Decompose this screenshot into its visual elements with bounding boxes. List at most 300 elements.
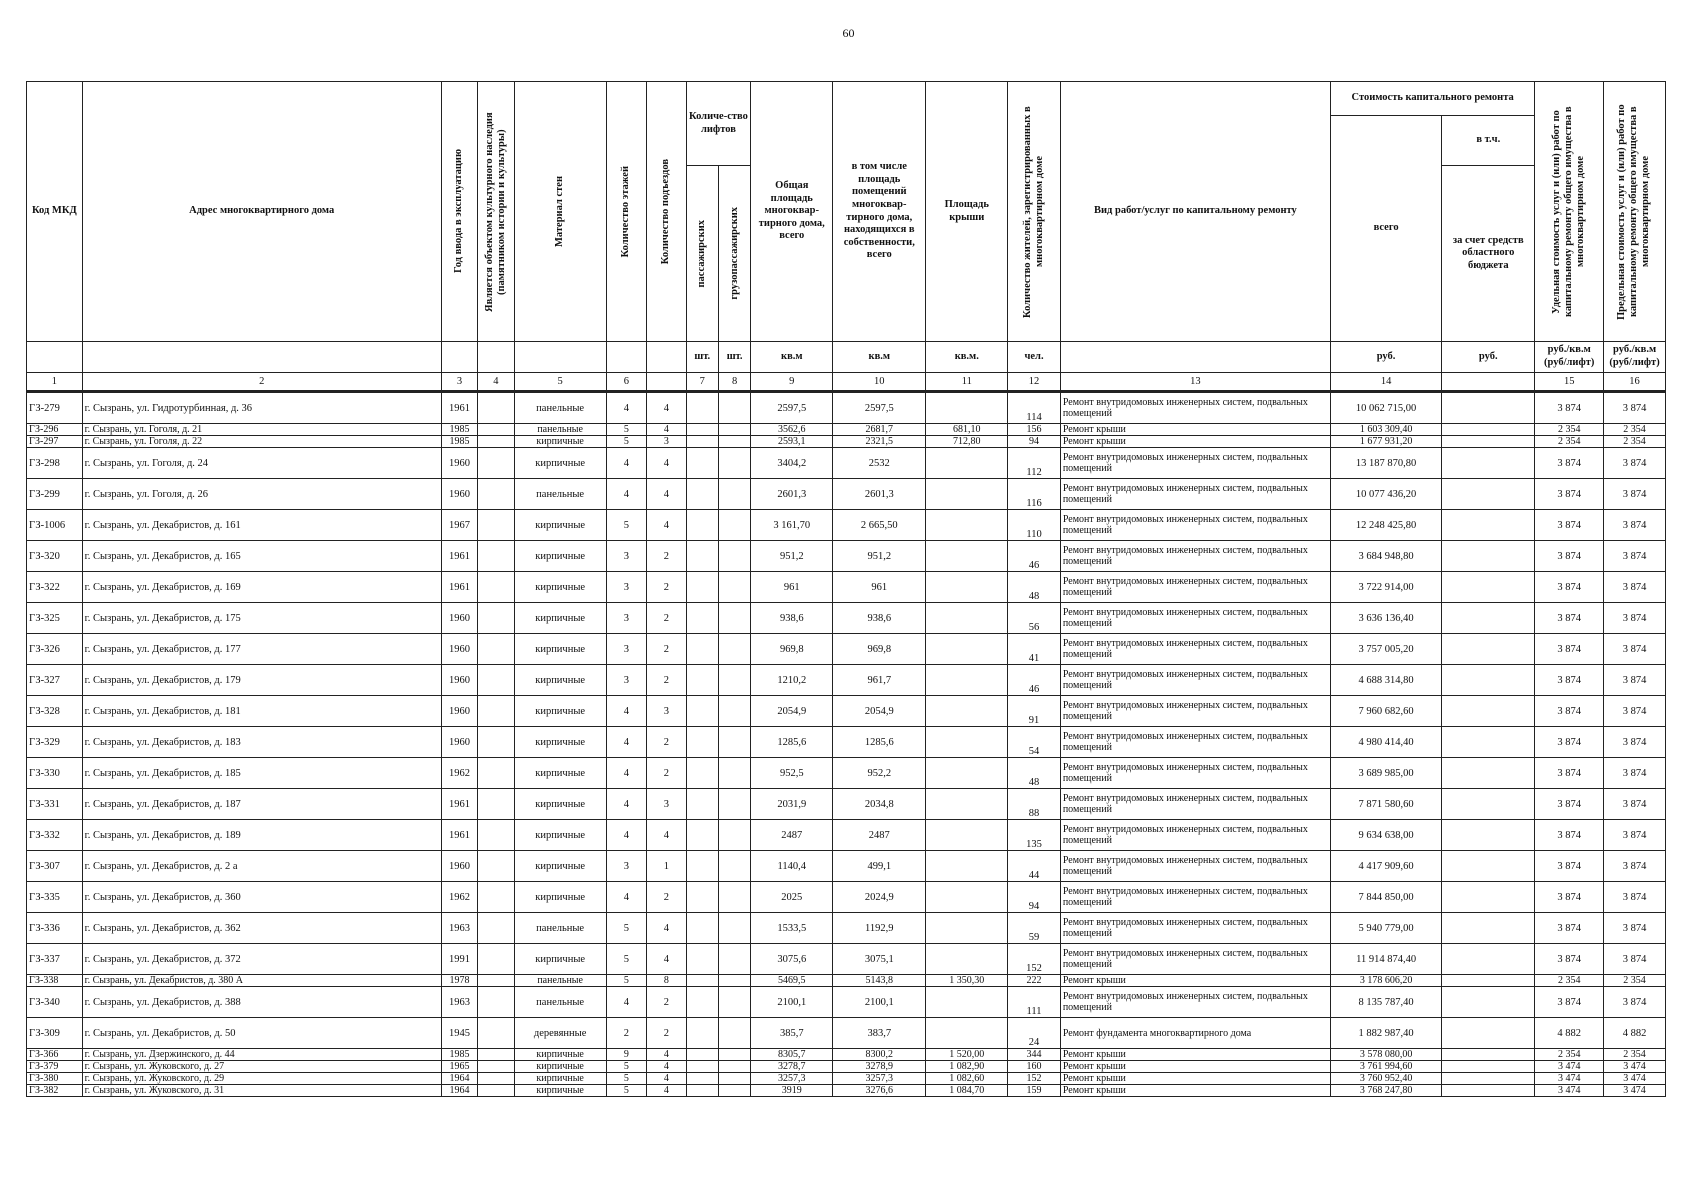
cell-limit-cost: 3 874 — [1604, 665, 1666, 696]
cell-unit-cost: 3 874 — [1535, 665, 1604, 696]
cell-residents: 24 — [1008, 1018, 1061, 1049]
cell-entrances: 4 — [647, 479, 686, 510]
cell-year: 1960 — [441, 665, 477, 696]
cell-cost-total: 3 689 985,00 — [1330, 758, 1441, 789]
cell-year: 1960 — [441, 448, 477, 479]
cell-passenger-lifts — [686, 510, 718, 541]
cell-work-type: Ремонт крыши — [1060, 1085, 1330, 1097]
cell-residents: 56 — [1008, 603, 1061, 634]
cell-entrances: 2 — [647, 603, 686, 634]
cell-total-area: 3257,3 — [751, 1073, 833, 1085]
cell-limit-cost: 3 874 — [1604, 510, 1666, 541]
table-row — [27, 479, 1666, 510]
cell-limit-cost: 3 874 — [1604, 789, 1666, 820]
cell-passenger-lifts — [686, 392, 718, 424]
cell-floors: 4 — [606, 789, 646, 820]
cell-floors: 3 — [606, 541, 646, 572]
cell-owned-area: 2601,3 — [833, 479, 926, 510]
cell-roof-area — [926, 987, 1008, 1018]
cell-heritage — [478, 696, 514, 727]
table-body — [27, 373, 1666, 1097]
cell-unit-cost: 3 874 — [1535, 758, 1604, 789]
cell-cargo-lifts — [718, 1085, 750, 1097]
cell-regional-budget — [1442, 1085, 1535, 1097]
cell-owned-area: 2054,9 — [833, 696, 926, 727]
cell-entrances: 4 — [647, 424, 686, 436]
cell-total-area: 2597,5 — [751, 392, 833, 424]
cell-address: г. Сызрань, ул. Декабристов, д. 165 — [82, 541, 441, 572]
cell-unit-cost: 3 874 — [1535, 392, 1604, 424]
header-limit-cost: Предельная стоимость услуг и (или) работ по капитальному ремонту общего имущества в многоквартирном доме — [1616, 103, 1652, 320]
cell-unit-cost: 3 874 — [1535, 479, 1604, 510]
cell-total-area: 1210,2 — [751, 665, 833, 696]
cell-cost-total: 3 578 080,00 — [1330, 1049, 1441, 1061]
cell-passenger-lifts — [686, 603, 718, 634]
header-work-type: Вид работ/услуг по капитальному ремонту — [1060, 82, 1330, 342]
cell-total-area: 2601,3 — [751, 479, 833, 510]
cell-wall-material: кирпичные — [514, 436, 606, 448]
cell-passenger-lifts — [686, 975, 718, 987]
table-row — [27, 944, 1666, 975]
cell-floors: 5 — [606, 1085, 646, 1097]
cell-work-type: Ремонт внутридомовых инженерных систем, подвальных помещений — [1060, 944, 1330, 975]
cell-address: г. Сызрань, ул. Гидротурбинная, д. 36 — [82, 392, 441, 424]
cell-floors: 3 — [606, 572, 646, 603]
cell-address: г. Сызрань, ул. Декабристов, д. 181 — [82, 696, 441, 727]
cell-regional-budget — [1442, 987, 1535, 1018]
cell-total-area: 961 — [751, 572, 833, 603]
cell-owned-area: 2487 — [833, 820, 926, 851]
cell-cargo-lifts — [718, 1061, 750, 1073]
cell-work-type: Ремонт фундамента многоквартирного дома — [1060, 1018, 1330, 1049]
column-number: 12 — [1008, 373, 1061, 392]
cell-work-type: Ремонт крыши — [1060, 424, 1330, 436]
cell-passenger-lifts — [686, 436, 718, 448]
cell-cargo-lifts — [718, 789, 750, 820]
column-number: 16 — [1604, 373, 1666, 392]
cell-unit-cost: 3 874 — [1535, 541, 1604, 572]
cell-floors: 4 — [606, 727, 646, 758]
cell-floors: 4 — [606, 479, 646, 510]
cell-address: г. Сызрань, ул. Декабристов, д. 185 — [82, 758, 441, 789]
cell-code: ГЗ-322 — [27, 572, 83, 603]
cell-total-area: 2025 — [751, 882, 833, 913]
cell-year: 1964 — [441, 1085, 477, 1097]
cell-limit-cost: 2 354 — [1604, 424, 1666, 436]
cell-entrances: 4 — [647, 1073, 686, 1085]
cell-limit-cost: 3 474 — [1604, 1073, 1666, 1085]
cell-roof-area — [926, 572, 1008, 603]
cell-total-area: 3404,2 — [751, 448, 833, 479]
cell-unit-cost: 2 354 — [1535, 975, 1604, 987]
cell-total-area: 3919 — [751, 1085, 833, 1097]
cell-address: г. Сызрань, ул. Декабристов, д. 175 — [82, 603, 441, 634]
cell-roof-area: 1 084,70 — [926, 1085, 1008, 1097]
cell-wall-material: кирпичные — [514, 665, 606, 696]
cell-owned-area: 2034,8 — [833, 789, 926, 820]
cell-residents: 54 — [1008, 727, 1061, 758]
cell-address: г. Сызрань, ул. Декабристов, д. 161 — [82, 510, 441, 541]
cell-passenger-lifts — [686, 1049, 718, 1061]
cell-heritage — [478, 913, 514, 944]
cell-regional-budget — [1442, 665, 1535, 696]
cell-limit-cost: 3 874 — [1604, 479, 1666, 510]
header-cargo-lifts: грузопассажирских — [728, 207, 740, 300]
cell-cost-total: 7 960 682,60 — [1330, 696, 1441, 727]
cell-heritage — [478, 851, 514, 882]
cell-address: г. Сызрань, ул. Декабристов, д. 183 — [82, 727, 441, 758]
table-row — [27, 603, 1666, 634]
cell-heritage — [478, 424, 514, 436]
header-wall-material: Материал стен — [554, 176, 566, 247]
cell-passenger-lifts — [686, 882, 718, 913]
cell-unit-cost: 3 874 — [1535, 510, 1604, 541]
cell-address: г. Сызрань, ул. Гоголя, д. 22 — [82, 436, 441, 448]
cell-entrances: 4 — [647, 913, 686, 944]
cell-heritage — [478, 479, 514, 510]
cell-total-area: 952,5 — [751, 758, 833, 789]
table-row — [27, 975, 1666, 987]
table-row — [27, 913, 1666, 944]
cell-cargo-lifts — [718, 913, 750, 944]
cell-owned-area: 8300,2 — [833, 1049, 926, 1061]
header-regional-budget: за счет средств областного бюджета — [1442, 166, 1535, 342]
cell-cargo-lifts — [718, 572, 750, 603]
cell-heritage — [478, 727, 514, 758]
cell-code: ГЗ-340 — [27, 987, 83, 1018]
cell-unit-cost: 3 874 — [1535, 944, 1604, 975]
cell-wall-material: кирпичные — [514, 634, 606, 665]
cell-regional-budget — [1442, 392, 1535, 424]
cell-unit-cost: 3 874 — [1535, 696, 1604, 727]
cell-regional-budget — [1442, 696, 1535, 727]
cell-cargo-lifts — [718, 882, 750, 913]
cell-regional-budget — [1442, 424, 1535, 436]
cell-cost-total: 8 135 787,40 — [1330, 987, 1441, 1018]
cell-entrances: 4 — [647, 820, 686, 851]
cell-address: г. Сызрань, ул. Гоголя, д. 24 — [82, 448, 441, 479]
cell-regional-budget — [1442, 913, 1535, 944]
cell-roof-area: 1 520,00 — [926, 1049, 1008, 1061]
header-year: Год ввода в эксплуатацию — [453, 149, 465, 274]
cell-owned-area: 2100,1 — [833, 987, 926, 1018]
cell-total-area: 2487 — [751, 820, 833, 851]
cell-roof-area — [926, 448, 1008, 479]
cell-passenger-lifts — [686, 758, 718, 789]
cell-passenger-lifts — [686, 665, 718, 696]
cell-cargo-lifts — [718, 510, 750, 541]
cell-roof-area — [926, 851, 1008, 882]
cell-residents: 59 — [1008, 913, 1061, 944]
cell-residents: 152 — [1008, 944, 1061, 975]
cell-heritage — [478, 634, 514, 665]
cell-code: ГЗ-320 — [27, 541, 83, 572]
table-row — [27, 392, 1666, 424]
cell-work-type: Ремонт внутридомовых инженерных систем, подвальных помещений — [1060, 665, 1330, 696]
cell-floors: 5 — [606, 1061, 646, 1073]
table-row — [27, 987, 1666, 1018]
cell-owned-area: 2 665,50 — [833, 510, 926, 541]
cell-residents: 160 — [1008, 1061, 1061, 1073]
cell-entrances: 2 — [647, 634, 686, 665]
cell-entrances: 3 — [647, 436, 686, 448]
cell-floors: 5 — [606, 424, 646, 436]
cell-roof-area: 712,80 — [926, 436, 1008, 448]
cell-floors: 5 — [606, 1073, 646, 1085]
cell-heritage — [478, 572, 514, 603]
cell-owned-area: 2597,5 — [833, 392, 926, 424]
cell-work-type: Ремонт внутридомовых инженерных систем, подвальных помещений — [1060, 851, 1330, 882]
cell-wall-material: кирпичные — [514, 1073, 606, 1085]
cell-cost-total: 4 688 314,80 — [1330, 665, 1441, 696]
cell-limit-cost: 2 354 — [1604, 436, 1666, 448]
cell-unit-cost: 3 874 — [1535, 634, 1604, 665]
cell-wall-material: кирпичные — [514, 789, 606, 820]
cell-heritage — [478, 944, 514, 975]
cell-roof-area — [926, 510, 1008, 541]
unit-sqm: кв.м. — [926, 342, 1008, 373]
cell-code: ГЗ-307 — [27, 851, 83, 882]
cell-wall-material: кирпичные — [514, 944, 606, 975]
cell-cost-total: 7 844 850,00 — [1330, 882, 1441, 913]
cell-cargo-lifts — [718, 727, 750, 758]
header-cost-total: всего — [1330, 116, 1441, 342]
cell-residents: 159 — [1008, 1085, 1061, 1097]
cell-total-area: 969,8 — [751, 634, 833, 665]
cell-roof-area — [926, 727, 1008, 758]
cell-cargo-lifts — [718, 424, 750, 436]
cell-year: 1960 — [441, 479, 477, 510]
cell-regional-budget — [1442, 1061, 1535, 1073]
cell-passenger-lifts — [686, 913, 718, 944]
cell-entrances: 3 — [647, 696, 686, 727]
cell-regional-budget — [1442, 1018, 1535, 1049]
cell-owned-area: 5143,8 — [833, 975, 926, 987]
cell-code: ГЗ-328 — [27, 696, 83, 727]
cell-unit-cost: 3 874 — [1535, 987, 1604, 1018]
column-number — [1442, 373, 1535, 392]
cell-entrances: 4 — [647, 448, 686, 479]
cell-cost-total: 3 760 952,40 — [1330, 1073, 1441, 1085]
cell-floors: 5 — [606, 913, 646, 944]
cell-address: г. Сызрань, ул. Декабристов, д. 177 — [82, 634, 441, 665]
cell-limit-cost: 3 874 — [1604, 448, 1666, 479]
column-number — [647, 373, 686, 392]
cell-address: г. Сызрань, ул. Декабристов, д. 187 — [82, 789, 441, 820]
cell-entrances: 3 — [647, 789, 686, 820]
cell-heritage — [478, 975, 514, 987]
cell-code: ГЗ-336 — [27, 913, 83, 944]
cell-total-area: 3 161,70 — [751, 510, 833, 541]
cell-unit-cost: 3 874 — [1535, 448, 1604, 479]
cell-wall-material: панельные — [514, 987, 606, 1018]
cell-passenger-lifts — [686, 1085, 718, 1097]
cell-roof-area — [926, 944, 1008, 975]
cell-unit-cost: 4 882 — [1535, 1018, 1604, 1049]
cell-wall-material: кирпичные — [514, 1049, 606, 1061]
table-row — [27, 1061, 1666, 1073]
cell-residents: 48 — [1008, 758, 1061, 789]
cell-total-area: 3278,7 — [751, 1061, 833, 1073]
cell-work-type: Ремонт внутридомовых инженерных систем, подвальных помещений — [1060, 820, 1330, 851]
column-number: 3 — [441, 373, 477, 392]
header-residents: Количество жителей, зарегистрированных в многоквартирном доме — [1021, 105, 1046, 318]
cell-regional-budget — [1442, 572, 1535, 603]
table-row — [27, 436, 1666, 448]
cell-regional-budget — [1442, 479, 1535, 510]
cell-cost-total: 13 187 870,80 — [1330, 448, 1441, 479]
cell-residents: 111 — [1008, 987, 1061, 1018]
cell-year: 1961 — [441, 541, 477, 572]
cell-code: ГЗ-1006 — [27, 510, 83, 541]
cell-limit-cost: 3 874 — [1604, 696, 1666, 727]
cell-code: ГЗ-309 — [27, 1018, 83, 1049]
cell-passenger-lifts — [686, 541, 718, 572]
cell-code: ГЗ-327 — [27, 665, 83, 696]
cell-owned-area: 1192,9 — [833, 913, 926, 944]
cell-wall-material: кирпичные — [514, 448, 606, 479]
cell-passenger-lifts — [686, 1061, 718, 1073]
cell-roof-area: 681,10 — [926, 424, 1008, 436]
cell-total-area: 2031,9 — [751, 789, 833, 820]
cell-work-type: Ремонт внутридомовых инженерных систем, подвальных помещений — [1060, 696, 1330, 727]
cell-work-type: Ремонт внутридомовых инженерных систем, подвальных помещений — [1060, 882, 1330, 913]
cell-limit-cost: 3 874 — [1604, 541, 1666, 572]
unit-rub: руб. — [1330, 342, 1441, 373]
cell-cost-total: 10 077 436,20 — [1330, 479, 1441, 510]
cell-unit-cost: 3 874 — [1535, 727, 1604, 758]
table-row — [27, 789, 1666, 820]
cell-address: г. Сызрань, ул. Декабристов, д. 372 — [82, 944, 441, 975]
cell-code: ГЗ-325 — [27, 603, 83, 634]
cell-code: ГЗ-379 — [27, 1061, 83, 1073]
cell-passenger-lifts — [686, 424, 718, 436]
cell-unit-cost: 2 354 — [1535, 424, 1604, 436]
cell-year: 1960 — [441, 603, 477, 634]
cell-heritage — [478, 820, 514, 851]
cell-heritage — [478, 1049, 514, 1061]
cell-residents: 94 — [1008, 882, 1061, 913]
cell-unit-cost: 3 874 — [1535, 820, 1604, 851]
cell-cost-total: 4 417 909,60 — [1330, 851, 1441, 882]
cell-floors: 3 — [606, 665, 646, 696]
cell-entrances: 4 — [647, 944, 686, 975]
cell-cost-total: 3 636 136,40 — [1330, 603, 1441, 634]
cell-owned-area: 3276,6 — [833, 1085, 926, 1097]
cell-address: г. Сызрань, ул. Декабристов, д. 2 а — [82, 851, 441, 882]
cell-entrances: 4 — [647, 1049, 686, 1061]
cell-code: ГЗ-382 — [27, 1085, 83, 1097]
cell-owned-area: 2321,5 — [833, 436, 926, 448]
unit-sqm: кв.м — [833, 342, 926, 373]
cell-roof-area — [926, 541, 1008, 572]
cell-owned-area: 2532 — [833, 448, 926, 479]
cell-work-type: Ремонт внутридомовых инженерных систем, подвальных помещений — [1060, 510, 1330, 541]
cell-work-type: Ремонт внутридомовых инженерных систем, подвальных помещений — [1060, 789, 1330, 820]
cell-total-area: 5469,5 — [751, 975, 833, 987]
header-code: Код МКД — [27, 82, 83, 342]
cell-total-area: 1533,5 — [751, 913, 833, 944]
cell-entrances: 4 — [647, 1085, 686, 1097]
cell-residents: 152 — [1008, 1073, 1061, 1085]
cell-work-type: Ремонт внутридомовых инженерных систем, подвальных помещений — [1060, 392, 1330, 424]
cell-owned-area: 961,7 — [833, 665, 926, 696]
cell-cargo-lifts — [718, 1073, 750, 1085]
table-row — [27, 572, 1666, 603]
cell-unit-cost: 3 474 — [1535, 1061, 1604, 1073]
capital-repair-table — [26, 81, 1666, 1097]
cell-wall-material: панельные — [514, 424, 606, 436]
cell-year: 1960 — [441, 634, 477, 665]
cell-wall-material: кирпичные — [514, 758, 606, 789]
cell-heritage — [478, 510, 514, 541]
cell-cost-total: 1 603 309,40 — [1330, 424, 1441, 436]
header-unit-cost: Удельная стоимость услуг и (или) работ по капитальному ремонту общего имущества в многоквартирном доме — [1551, 106, 1587, 317]
cell-roof-area — [926, 392, 1008, 424]
table-row — [27, 851, 1666, 882]
cell-wall-material: деревянные — [514, 1018, 606, 1049]
cell-cargo-lifts — [718, 479, 750, 510]
cell-year: 1965 — [441, 1061, 477, 1073]
cell-passenger-lifts — [686, 1073, 718, 1085]
cell-total-area: 3562,6 — [751, 424, 833, 436]
cell-heritage — [478, 882, 514, 913]
cell-work-type: Ремонт крыши — [1060, 436, 1330, 448]
cell-owned-area: 499,1 — [833, 851, 926, 882]
cell-total-area: 3075,6 — [751, 944, 833, 975]
cell-cargo-lifts — [718, 1018, 750, 1049]
cell-owned-area: 2681,7 — [833, 424, 926, 436]
cell-residents: 44 — [1008, 851, 1061, 882]
cell-residents: 344 — [1008, 1049, 1061, 1061]
cell-code: ГЗ-329 — [27, 727, 83, 758]
cell-code: ГЗ-296 — [27, 424, 83, 436]
cell-entrances: 1 — [647, 851, 686, 882]
header-lifts: Количе-ство лифтов — [686, 82, 751, 166]
cell-total-area: 385,7 — [751, 1018, 833, 1049]
cell-heritage — [478, 392, 514, 424]
cell-passenger-lifts — [686, 987, 718, 1018]
cell-cargo-lifts — [718, 436, 750, 448]
cell-cost-total: 5 940 779,00 — [1330, 913, 1441, 944]
cell-cost-total: 3 684 948,80 — [1330, 541, 1441, 572]
cell-work-type: Ремонт внутридомовых инженерных систем, подвальных помещений — [1060, 727, 1330, 758]
cell-regional-budget — [1442, 944, 1535, 975]
cell-floors: 4 — [606, 882, 646, 913]
unit-sqm: кв.м — [751, 342, 833, 373]
cell-code: ГЗ-330 — [27, 758, 83, 789]
cell-wall-material: кирпичные — [514, 882, 606, 913]
cell-residents: 41 — [1008, 634, 1061, 665]
cell-limit-cost: 2 354 — [1604, 975, 1666, 987]
cell-year: 1985 — [441, 1049, 477, 1061]
cell-total-area: 8305,7 — [751, 1049, 833, 1061]
cell-roof-area — [926, 634, 1008, 665]
cell-address: г. Сызрань, ул. Декабристов, д. 360 — [82, 882, 441, 913]
cell-unit-cost: 3 874 — [1535, 789, 1604, 820]
cell-wall-material: кирпичные — [514, 696, 606, 727]
cell-passenger-lifts — [686, 479, 718, 510]
header-cost: Стоимость капитального ремонта — [1330, 82, 1534, 116]
cell-work-type: Ремонт внутридомовых инженерных систем, подвальных помещений — [1060, 987, 1330, 1018]
cell-limit-cost: 3 874 — [1604, 987, 1666, 1018]
cell-year: 1961 — [441, 820, 477, 851]
cell-total-area: 951,2 — [751, 541, 833, 572]
cell-owned-area: 3075,1 — [833, 944, 926, 975]
cell-entrances: 4 — [647, 1061, 686, 1073]
cell-wall-material: кирпичные — [514, 727, 606, 758]
cell-heritage — [478, 541, 514, 572]
